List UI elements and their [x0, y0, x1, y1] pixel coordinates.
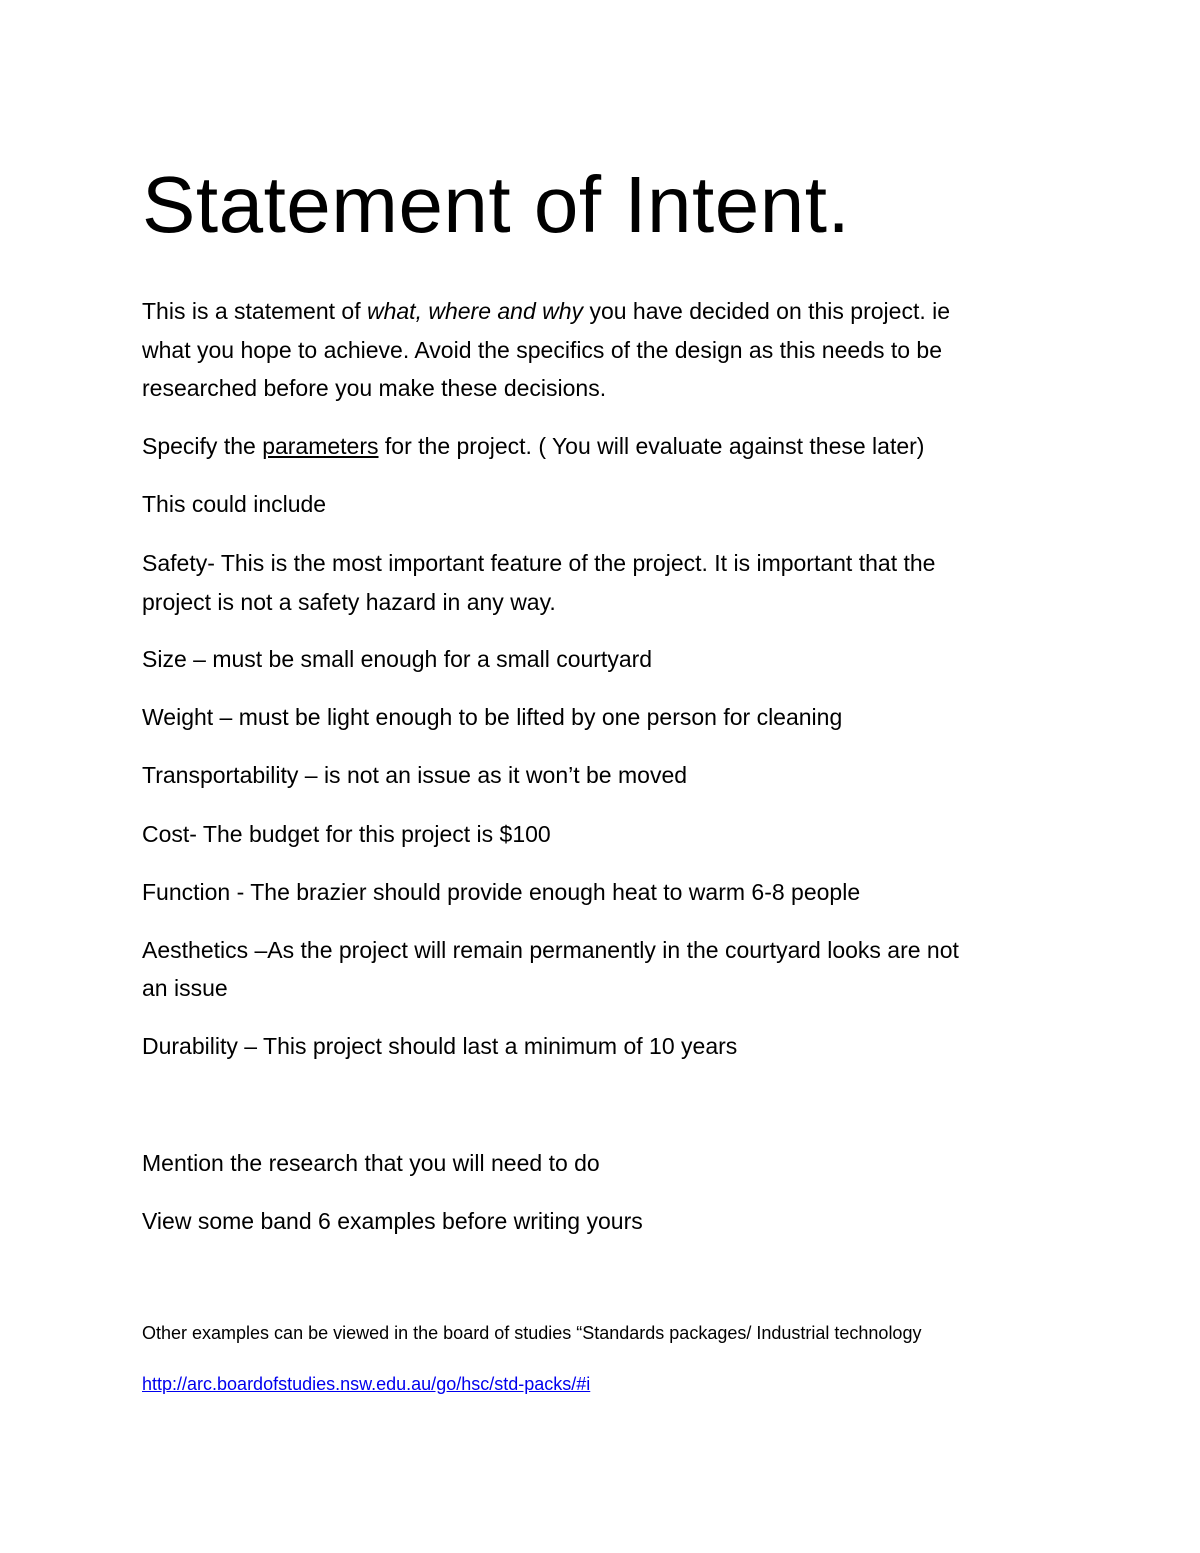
durability-paragraph: Durability – This project should last a minimum of 10 years — [142, 1033, 738, 1059]
intro-emphasis: what, where and why — [366, 298, 584, 324]
research-paragraph: Mention the research that you will need to do — [142, 1150, 600, 1176]
parameters-paragraph — [142, 427, 924, 466]
document-title: Statement of Intent. — [142, 160, 851, 249]
safety-line-1: Safety- This is the most important feature of the project. It is important that the — [142, 550, 936, 576]
intro-text: This is a statement of — [142, 298, 367, 324]
aesthetics-line-1: Aesthetics –As the project will remain permanently in the courtyard looks are not — [142, 937, 959, 963]
weight-paragraph: Weight – must be light enough to be lifted by one person for cleaning — [142, 704, 843, 730]
function-paragraph: Function - The brazier should provide enough heat to warm 6-8 people — [142, 879, 861, 905]
parameters-underlined: parameters — [262, 433, 379, 459]
board-of-studies-link[interactable]: http://arc.boardofstudies.nsw.edu.au/go/hsc/std-packs/#i — [142, 1374, 591, 1394]
band6-paragraph: View some band 6 examples before writing yours — [142, 1208, 643, 1234]
intro-text-end: you have decided on this project. ie — [583, 298, 951, 324]
other-examples-paragraph: Other examples can be viewed in the board of studies “Standards packages/ Industrial technology — [142, 1323, 922, 1343]
intro-line-2: what you hope to achieve. Avoid the specifics of the design as this needs to be — [142, 337, 942, 363]
parameters-text: Specify the — [142, 433, 263, 459]
intro-line-3: researched before you make these decisions. — [142, 375, 607, 401]
parameters-text-end: for the project. ( You will evaluate against these later) — [378, 433, 925, 459]
aesthetics-line-2: an issue — [142, 975, 228, 1001]
size-paragraph: Size – must be small enough for a small courtyard — [142, 646, 653, 672]
transportability-paragraph: Transportability – is not an issue as it won’t be moved — [142, 762, 688, 788]
intro-line-1 — [142, 292, 950, 331]
could-include-paragraph: This could include — [142, 491, 327, 517]
cost-paragraph: Cost- The budget for this project is $100 — [142, 821, 551, 847]
safety-line-2: project is not a safety hazard in any way. — [142, 589, 556, 615]
